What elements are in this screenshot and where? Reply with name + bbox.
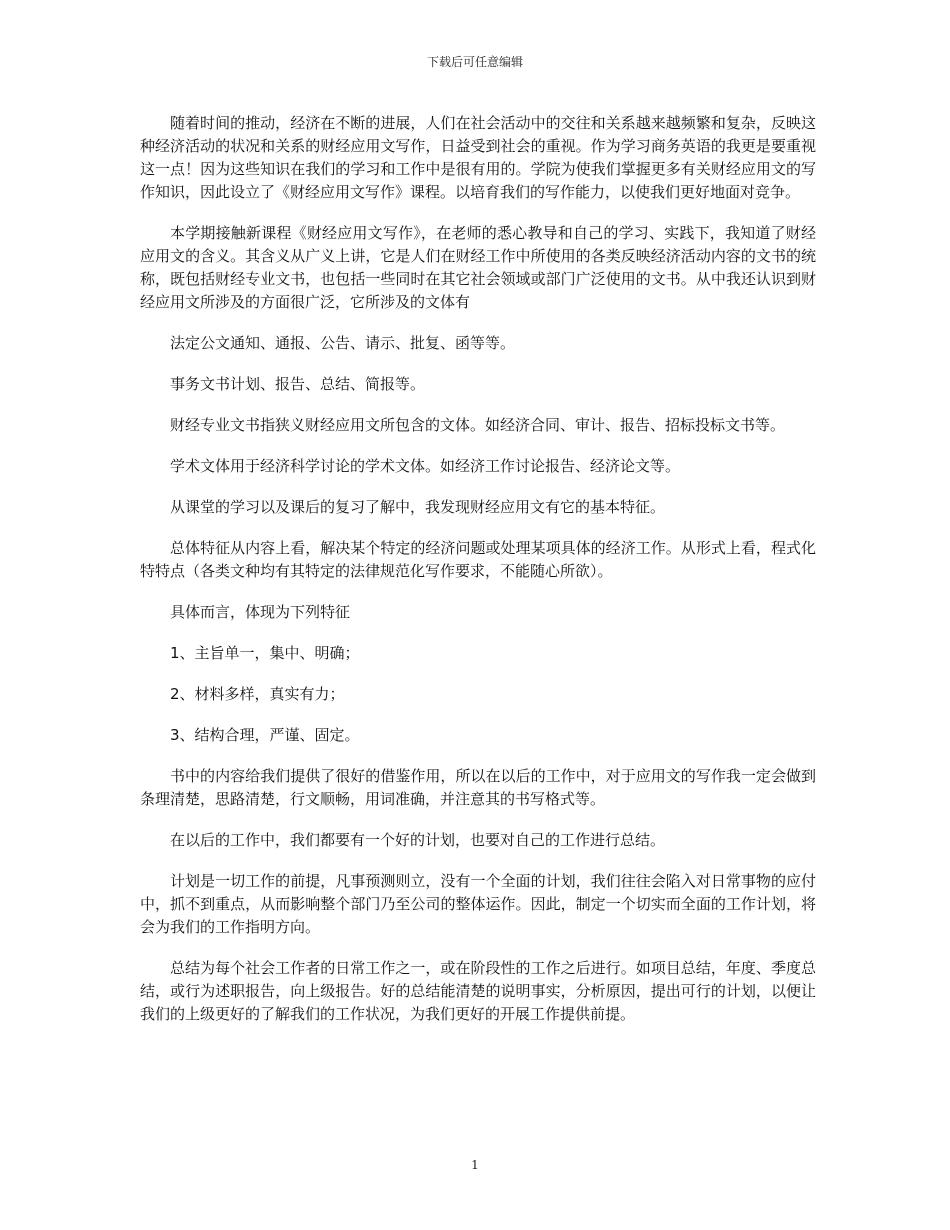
list-item: 3、结构合理，严谨、固定。 bbox=[170, 726, 360, 744]
paragraph: 随着时间的推动，经济在不断的进展，人们在社会活动中的交往和关系越来越频繁和复杂，反映这种经济活动的状况和关系的财经应用文写作，日益受到社会的重视。作为学习商务英语的我更是要重视这一点！因为这些知识在我们的学习和工作中是很有用的。学院为使我们掌握更多有关财经应用文的写作知识，因此设立了《财经应用文写作》课程。以培育我们的写作能力，以使我们更好地面对竞争。 bbox=[140, 114, 816, 201]
paragraph: 学术文体用于经济科学讨论的学术文体。如经济工作讨论报告、经济论文等。 bbox=[170, 457, 681, 475]
paragraph: 在以后的工作中，我们都要有一个好的计划，也要对自己的工作进行总结。 bbox=[170, 831, 666, 849]
page-number: 1 bbox=[471, 1158, 479, 1172]
paragraph: 财经专业文书指狭义财经应用文所包含的文体。如经济合同、审计、报告、招标投标文书等。 bbox=[170, 416, 786, 434]
paragraph: 法定公文通知、通报、公告、请示、批复、函等等。 bbox=[170, 334, 516, 352]
paragraph: 总结为每个社会工作者的日常工作之一，或在阶段性的工作之后进行。如项目总结，年度、季度总结，或行为述职报告，向上级报告。好的总结能清楚的说明事实，分析原因，提出可行的计划，以便让我们的上级更好的了解我们的工作状况，为我们更好的开展工作提供前提。 bbox=[140, 959, 816, 1023]
paragraph: 本学期接触新课程《财经应用文写作》，在老师的悉心教导和自己的学习、实践下，我知道了财经应用文的含义。其含义从广义上讲，它是人们在财经工作中所使用的各类反映经济活动内容的文书的统称，既包括财经专业文书，也包括一些同时在其它社会领域或部门广泛使用的文书。从中我还认识到财经应用文所涉及的方面很广泛，它所涉及的文体有 bbox=[140, 224, 816, 311]
paragraph: 计划是一切工作的前提，凡事预测则立，没有一个全面的计划，我们往往会陷入对日常事物的应付中，抓不到重点，从而影响整个部门乃至公司的整体运作。因此，制定一个切实而全面的工作计划，将会为我们的工作指明方向。 bbox=[140, 872, 816, 936]
paragraph: 书中的内容给我们提供了很好的借鉴作用，所以在以后的工作中，对于应用文的写作我一定会做到条理清楚，思路清楚，行文顺畅，用词准确，并注意其的书写格式等。 bbox=[140, 767, 816, 808]
paragraph: 具体而言，体现为下列特征 bbox=[170, 603, 351, 621]
paragraph: 从课堂的学习以及课后的复习了解中，我发现财经应用文有它的基本特征。 bbox=[170, 498, 666, 516]
page-header: 下载后可任意编辑 bbox=[426, 55, 523, 69]
list-item: 1、主旨单一，集中、明确； bbox=[170, 644, 360, 662]
list-item: 2、材料多样，真实有力； bbox=[170, 685, 345, 703]
document-body bbox=[140, 112, 816, 1044]
paragraph: 总体特征从内容上看，解决某个特定的经济问题或处理某项具体的经济工作。从形式上看，程式化特特点（各类文种均有其特定的法律规范化写作要求，不能随心所欲）。 bbox=[140, 539, 816, 580]
paragraph: 事务文书计划、报告、总结、简报等。 bbox=[170, 375, 426, 393]
